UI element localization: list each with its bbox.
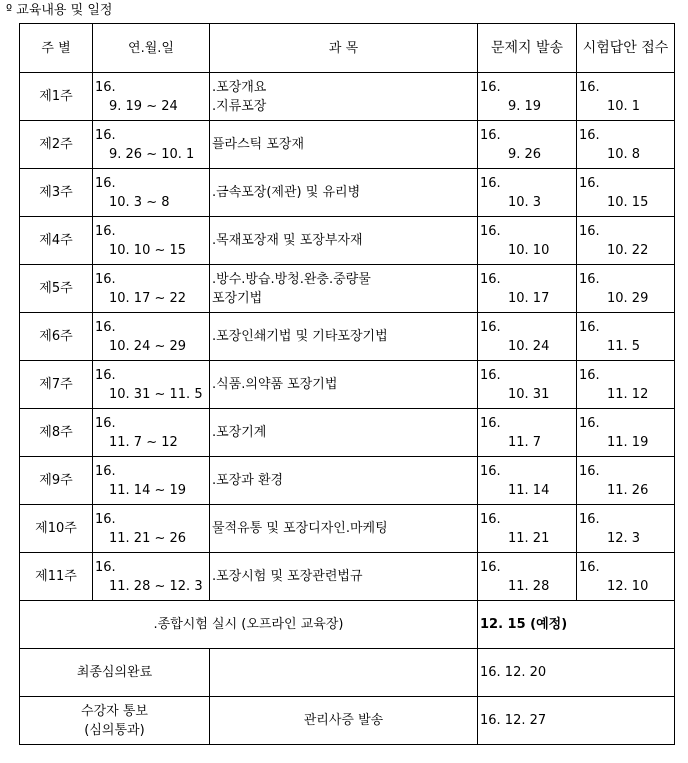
send-cell xyxy=(478,265,577,313)
date-cell xyxy=(93,361,210,409)
table-row xyxy=(20,361,675,409)
receive-cell xyxy=(577,457,675,505)
send-date: 10. 17 xyxy=(508,290,550,306)
date-year: 16. xyxy=(95,559,116,575)
col-header-subject: 과 목 xyxy=(210,24,478,73)
send-year: 16. xyxy=(480,79,501,95)
receive-cell xyxy=(577,553,675,601)
date-cell xyxy=(93,73,210,121)
receive-date: 11. 12 xyxy=(607,386,649,402)
date-range: 9. 19 ~ 24 xyxy=(109,98,178,114)
subject-cell xyxy=(210,409,478,457)
receive-year: 16. xyxy=(579,271,600,287)
subject-line1: .포장개요 xyxy=(212,79,267,95)
receive-cell xyxy=(577,505,675,553)
subject-cell xyxy=(210,73,478,121)
week-cell: 제1주 xyxy=(20,73,93,121)
send-date: 10. 10 xyxy=(508,242,550,258)
date-year: 16. xyxy=(95,463,116,479)
section-heading: º 교육내용 및 일정 xyxy=(6,3,113,18)
receive-year: 16. xyxy=(579,559,600,575)
receive-year: 16. xyxy=(579,415,600,431)
date-range: 11. 7 ~ 12 xyxy=(109,434,178,450)
subject-line1: .포장시험 및 포장관련법규 xyxy=(212,569,363,584)
subject-line1: .식품.의약품 포장기법 xyxy=(212,377,338,392)
send-date: 10. 24 xyxy=(508,338,550,354)
date-year: 16. xyxy=(95,271,116,287)
review-row xyxy=(20,649,675,697)
send-year: 16. xyxy=(480,223,501,239)
receive-cell xyxy=(577,409,675,457)
table-row xyxy=(20,73,675,121)
date-cell xyxy=(93,313,210,361)
notice-label-line1: 수강자 통보 xyxy=(81,703,148,719)
send-year: 16. xyxy=(480,559,501,575)
receive-date: 11. 26 xyxy=(607,482,649,498)
date-range: 10. 3 ~ 8 xyxy=(109,194,170,210)
send-year: 16. xyxy=(480,319,501,335)
col-header-week: 주 별 xyxy=(20,24,93,73)
send-year: 16. xyxy=(480,127,501,143)
date-year: 16. xyxy=(95,319,116,335)
week-cell: 제2주 xyxy=(20,121,93,169)
receive-year: 16. xyxy=(579,175,600,191)
subject-cell xyxy=(210,169,478,217)
review-date: 16. 12. 20 xyxy=(478,649,675,697)
notice-row xyxy=(20,697,675,745)
receive-date: 10. 29 xyxy=(607,290,649,306)
subject-line1: .포장기계 xyxy=(212,425,267,440)
date-year: 16. xyxy=(95,367,116,383)
send-date: 11. 7 xyxy=(508,434,542,450)
send-cell xyxy=(478,217,577,265)
subject-line1: 물적유통 및 포장디자인.마케팅 xyxy=(212,521,388,536)
send-date: 9. 19 xyxy=(508,98,542,114)
receive-cell xyxy=(577,217,675,265)
receive-cell xyxy=(577,73,675,121)
receive-date: 10. 22 xyxy=(607,242,649,258)
subject-line1: 플라스틱 포장재 xyxy=(212,137,305,152)
send-cell xyxy=(478,73,577,121)
send-date: 11. 28 xyxy=(508,578,550,594)
subject-line1: .목재포장재 및 포장부자재 xyxy=(212,233,363,248)
notice-label-line2: (심의통과) xyxy=(84,722,145,738)
table-row xyxy=(20,265,675,313)
table-row xyxy=(20,217,675,265)
table-row xyxy=(20,457,675,505)
subject-cell xyxy=(210,313,478,361)
notice-mid: 관리사증 발송 xyxy=(210,697,478,745)
receive-date: 12. 10 xyxy=(607,578,649,594)
date-range: 10. 31 ~ 11. 5 xyxy=(109,386,203,402)
table-row xyxy=(20,313,675,361)
date-cell xyxy=(93,265,210,313)
send-cell xyxy=(478,169,577,217)
table-row xyxy=(20,505,675,553)
notice-date: 16. 12. 27 xyxy=(478,697,675,745)
send-date: 11. 14 xyxy=(508,482,550,498)
date-year: 16. xyxy=(95,175,116,191)
subject-cell xyxy=(210,361,478,409)
receive-cell xyxy=(577,169,675,217)
date-range: 10. 17 ~ 22 xyxy=(109,290,187,306)
review-label: 최종심의완료 xyxy=(20,649,210,697)
exam-date: 12. 15 (예정) xyxy=(478,601,675,649)
date-cell xyxy=(93,409,210,457)
receive-year: 16. xyxy=(579,367,600,383)
subject-line2: .지류포장 xyxy=(212,98,267,114)
date-range: 11. 14 ~ 19 xyxy=(109,482,187,498)
col-header-receive: 시험답안 접수 xyxy=(577,24,675,73)
send-year: 16. xyxy=(480,463,501,479)
send-cell xyxy=(478,313,577,361)
date-year: 16. xyxy=(95,223,116,239)
receive-year: 16. xyxy=(579,223,600,239)
send-cell xyxy=(478,121,577,169)
date-year: 16. xyxy=(95,79,116,95)
send-date: 10. 31 xyxy=(508,386,550,402)
week-cell: 제9주 xyxy=(20,457,93,505)
col-header-date: 연.월.일 xyxy=(93,24,210,73)
receive-cell xyxy=(577,313,675,361)
send-year: 16. xyxy=(480,511,501,527)
receive-cell xyxy=(577,265,675,313)
subject-line2: 포장기법 xyxy=(212,290,263,306)
table-row xyxy=(20,169,675,217)
date-range: 11. 21 ~ 26 xyxy=(109,530,187,546)
date-range: 9. 26 ~ 10. 1 xyxy=(109,146,195,162)
receive-year: 16. xyxy=(579,79,600,95)
receive-date: 11. 19 xyxy=(607,434,649,450)
date-cell xyxy=(93,505,210,553)
week-cell: 제7주 xyxy=(20,361,93,409)
receive-date: 11. 5 xyxy=(607,338,641,354)
week-cell: 제3주 xyxy=(20,169,93,217)
date-year: 16. xyxy=(95,511,116,527)
send-cell xyxy=(478,457,577,505)
week-cell: 제10주 xyxy=(20,505,93,553)
send-year: 16. xyxy=(480,271,501,287)
send-date: 10. 3 xyxy=(508,194,542,210)
receive-year: 16. xyxy=(579,319,600,335)
date-year: 16. xyxy=(95,415,116,431)
date-year: 16. xyxy=(95,127,116,143)
receive-year: 16. xyxy=(579,127,600,143)
subject-cell xyxy=(210,121,478,169)
review-empty xyxy=(210,649,478,697)
week-cell: 제11주 xyxy=(20,553,93,601)
receive-date: 10. 8 xyxy=(607,146,641,162)
date-range: 10. 24 ~ 29 xyxy=(109,338,187,354)
table-row xyxy=(20,553,675,601)
receive-cell xyxy=(577,121,675,169)
subject-line1: .방수.방습.방청.완충.중량물 xyxy=(212,271,371,287)
receive-year: 16. xyxy=(579,463,600,479)
date-range: 10. 10 ~ 15 xyxy=(109,242,187,258)
date-cell xyxy=(93,457,210,505)
date-cell xyxy=(93,217,210,265)
table-row xyxy=(20,409,675,457)
subject-cell xyxy=(210,553,478,601)
week-cell: 제4주 xyxy=(20,217,93,265)
send-cell xyxy=(478,505,577,553)
subject-cell xyxy=(210,217,478,265)
subject-cell xyxy=(210,265,478,313)
exam-label: .종합시험 실시 (오프라인 교육장) xyxy=(20,601,478,649)
subject-cell xyxy=(210,505,478,553)
send-date: 9. 26 xyxy=(508,146,542,162)
date-cell xyxy=(93,169,210,217)
send-year: 16. xyxy=(480,415,501,431)
header-row xyxy=(20,24,675,73)
receive-date: 10. 1 xyxy=(607,98,641,114)
subject-line1: .금속포장(제관) 및 유리병 xyxy=(212,185,361,200)
receive-date: 10. 15 xyxy=(607,194,649,210)
send-year: 16. xyxy=(480,367,501,383)
receive-cell xyxy=(577,361,675,409)
send-cell xyxy=(478,361,577,409)
week-cell: 제6주 xyxy=(20,313,93,361)
receive-year: 16. xyxy=(579,511,600,527)
date-cell xyxy=(93,121,210,169)
subject-cell xyxy=(210,457,478,505)
schedule-table xyxy=(19,23,675,745)
subject-line1: .포장인쇄기법 및 기타포장기법 xyxy=(212,329,388,344)
receive-date: 12. 3 xyxy=(607,530,641,546)
week-cell: 제5주 xyxy=(20,265,93,313)
week-cell: 제8주 xyxy=(20,409,93,457)
send-cell xyxy=(478,553,577,601)
exam-row xyxy=(20,601,675,649)
date-range: 11. 28 ~ 12. 3 xyxy=(109,578,203,594)
date-cell xyxy=(93,553,210,601)
send-year: 16. xyxy=(480,175,501,191)
notice-label xyxy=(20,697,210,745)
col-header-send: 문제지 발송 xyxy=(478,24,577,73)
table-row xyxy=(20,121,675,169)
send-date: 11. 21 xyxy=(508,530,550,546)
subject-line1: .포장과 환경 xyxy=(212,473,284,488)
send-cell xyxy=(478,409,577,457)
